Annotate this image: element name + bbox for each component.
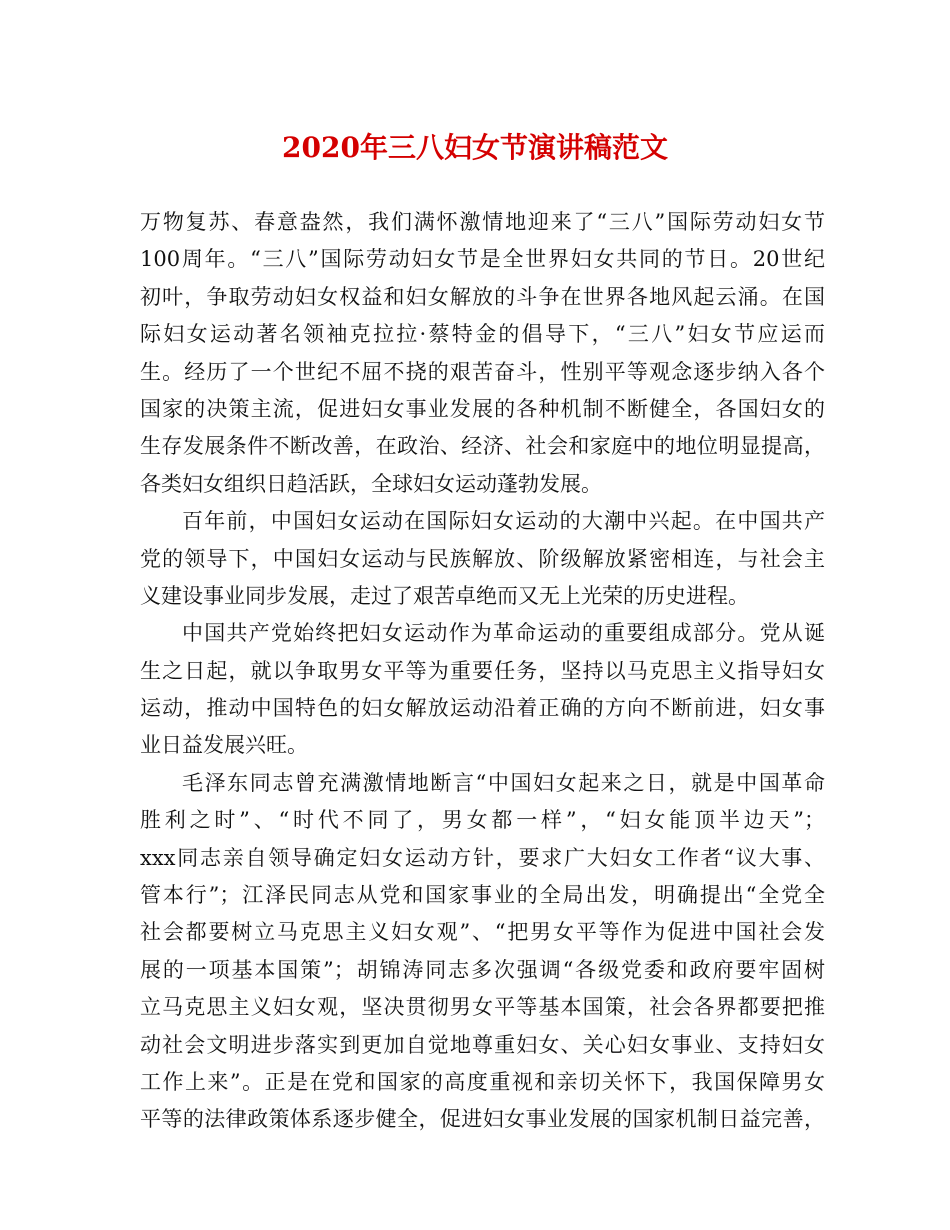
body-line: 管本行”；江泽民同志从党和国家事业的全局出发，明确提出“全党全	[140, 883, 825, 908]
body-line: xxx同志亲自领导确定妇女运动方针，要求广大妇女工作者“议大事、	[140, 845, 825, 870]
body-line: 百年前，中国妇女运动在国际妇女运动的大潮中兴起。在中国共产	[182, 509, 825, 534]
body-line: 初叶，争取劳动妇女权益和妇女解放的斗争在世界各地风起云涌。在国	[140, 284, 825, 309]
body-line: 际妇女运动著名领袖克拉拉·蔡特金的倡导下，“三八”妇女节应运而	[140, 322, 825, 347]
body-line: 生之日起，就以争取男女平等为重要任务，坚持以马克思主义指导妇女	[140, 658, 825, 683]
body-line: 义建设事业同步发展，走过了艰苦卓绝而又无上光荣的历史进程。	[140, 583, 749, 608]
body-line: 立马克思主义妇女观，坚决贯彻男女平等基本国策，社会各界都要把推	[140, 995, 825, 1020]
body-line: 国家的决策主流，促进妇女事业发展的各种机制不断健全，各国妇女的	[140, 396, 825, 421]
body-line: 社会都要树立马克思主义妇女观”、“把男女平等作为促进中国社会发	[140, 920, 825, 945]
body-line: 毛泽东同志曾充满激情地断言“中国妇女起来之日，就是中国革命	[182, 770, 825, 795]
document-body	[140, 204, 825, 1139]
body-line: 工作上来”。正是在党和国家的高度重视和亲切关怀下，我国保障男女	[140, 1069, 825, 1094]
body-line: 生存发展条件不断改善，在政治、经济、社会和家庭中的地位明显提高，	[140, 434, 825, 459]
body-line: 100周年。“三八”国际劳动妇女节是全世界妇女共同的节日。20世纪	[140, 247, 825, 272]
document-title: 2020年三八妇女节演讲稿范文	[282, 131, 668, 164]
body-line: 生。经历了一个世纪不屈不挠的艰苦奋斗，性别平等观念逐步纳入各个	[140, 359, 825, 384]
body-line: 各类妇女组织日趋活跃，全球妇女运动蓬勃发展。	[140, 471, 602, 496]
body-line: 平等的法律政策体系逐步健全，促进妇女事业发展的国家机制日益完善，	[140, 1107, 825, 1132]
body-line: 党的领导下，中国妇女运动与民族解放、阶级解放紧密相连，与社会主	[140, 546, 825, 571]
body-line: 展的一项基本国策”；胡锦涛同志多次强调“各级党委和政府要牢固树	[140, 957, 825, 982]
body-line: 业日益发展兴旺。	[140, 733, 308, 758]
body-line: 运动，推动中国特色的妇女解放运动沿着正确的方向不断前进，妇女事	[140, 696, 825, 721]
body-line: 胜利之时”、“时代不同了，男女都一样”，“妇女能顶半边天”；	[140, 808, 825, 833]
body-line: 中国共产党始终把妇女运动作为革命运动的重要组成部分。党从诞	[182, 621, 825, 646]
body-line: 动社会文明进步落实到更加自觉地尊重妇女、关心妇女事业、支持妇女	[140, 1032, 825, 1057]
body-line: 万物复苏、春意盎然，我们满怀激情地迎来了“三八”国际劳动妇女节	[140, 210, 825, 234]
